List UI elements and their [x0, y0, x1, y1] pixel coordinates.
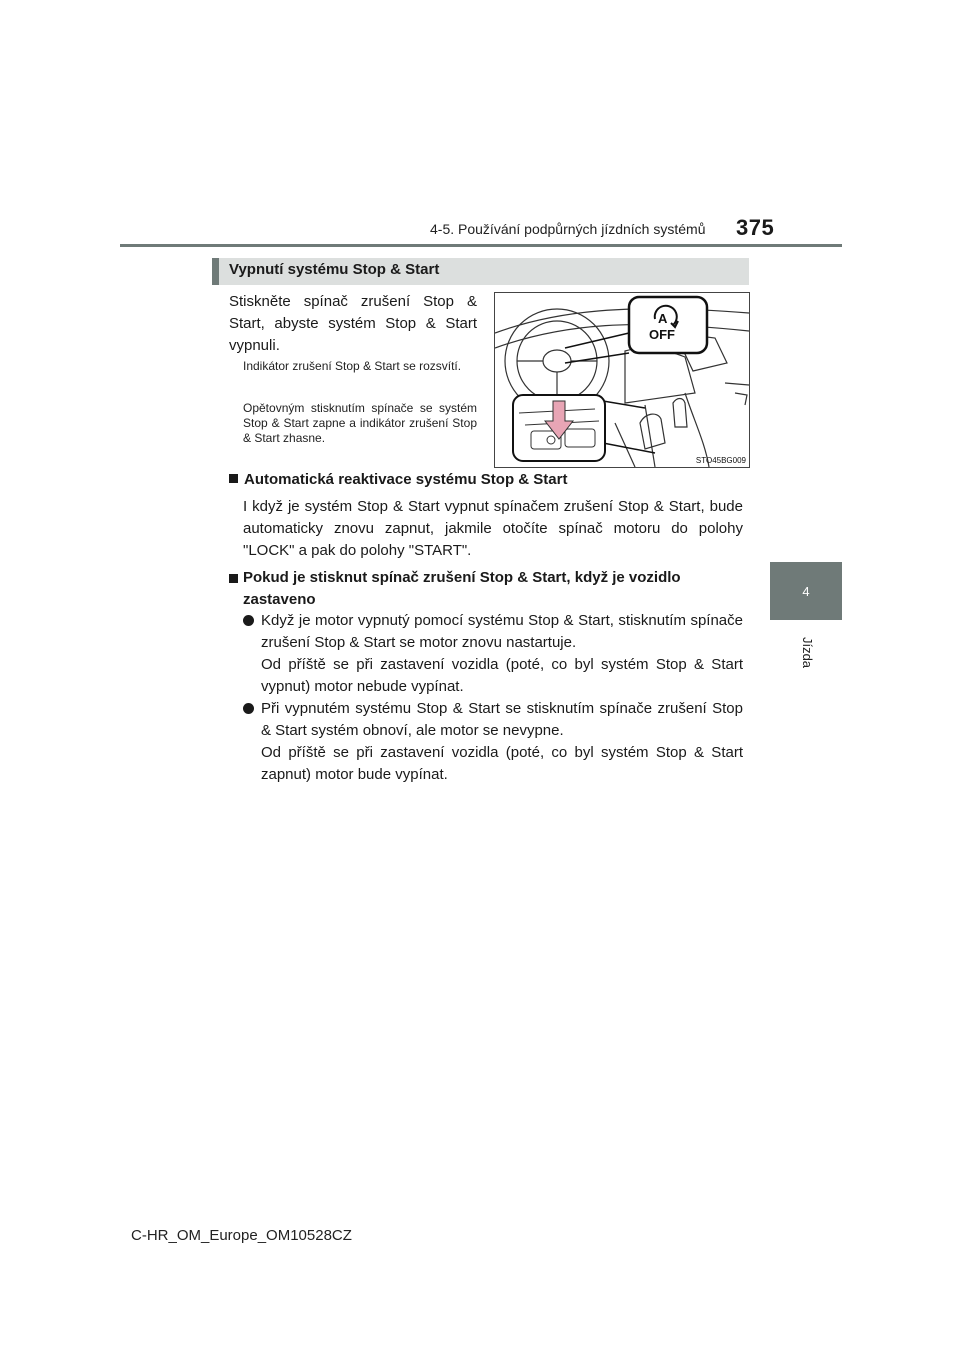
square-bullet-icon: [229, 574, 238, 583]
subsection-heading-reactivation: [229, 469, 567, 491]
header-rule: [120, 244, 842, 247]
bullet-follow-2: Od příště se při zastavení vozidla (poté, co byl systém Stop & Start zapnut) motor bude vypínat.: [261, 744, 743, 783]
figure-code: STO45BG009: [695, 456, 746, 465]
page-number: 375: [736, 215, 775, 240]
off-button-label: OFF: [649, 327, 675, 342]
note-indicator-off: Opětovným stisknutím spínače se systém Stop & Start zapne a indikátor zrušení Stop & Start zhasne.: [243, 401, 477, 445]
section-bar-accent: [212, 258, 219, 285]
bullet-text-1: Když je motor vypnutý pomocí systému Stop & Start, stisknutím spínače zrušení Stop & Start se motor znovu nastartuje.: [261, 612, 743, 651]
subsection-heading-text: Automatická reaktivace systému Stop & Start: [244, 471, 568, 488]
bullet-follow-1: Od příště se při zastavení vozidla (poté, co byl systém Stop & Start vypnut) motor nebude vypínat.: [261, 656, 743, 695]
note-indicator-on: Indikátor zrušení Stop & Start se rozsvítí.: [243, 359, 462, 373]
reactivation-text: I když je systém Stop & Start vypnut spínačem zrušení Stop & Start, bude automaticky znovu zapnut, jakmile otočíte spínač motoru do polohy "LOCK" a pak do polohy "START".: [243, 498, 743, 559]
dashboard-illustration: [495, 293, 749, 467]
chapter-tab: [770, 562, 842, 620]
square-bullet-icon: [229, 474, 238, 483]
bullet-dot-icon: [243, 703, 254, 714]
chapter-number: 4: [802, 583, 810, 599]
bullet-text-2: Při vypnutém systému Stop & Start se stisknutím spínače zrušení Stop & Start systém obnoví, ale motor se nevypne.: [261, 700, 743, 739]
section-title-bar: [212, 258, 749, 285]
intro-text: Stiskněte spínač zrušení Stop & Start, abyste systém Stop & Start vypnuli.: [229, 293, 477, 354]
chapter-label-text: Jízda: [800, 636, 816, 668]
section-title: Vypnutí systému Stop & Start: [229, 261, 440, 278]
chapter-label: [782, 627, 834, 677]
dashboard-figure: [494, 292, 750, 468]
bullet-dot-icon: [243, 615, 254, 626]
header-title: 4-5. Používání podpůrných jízdních systémů: [430, 221, 706, 237]
svg-text:A: A: [658, 311, 668, 326]
document-footer: C-HR_OM_Europe_OM10528CZ: [131, 1227, 352, 1244]
subsection-heading-stopped: Pokud je stisknut spínač zrušení Stop & Start, když je vozidlo zastaveno: [243, 569, 681, 608]
